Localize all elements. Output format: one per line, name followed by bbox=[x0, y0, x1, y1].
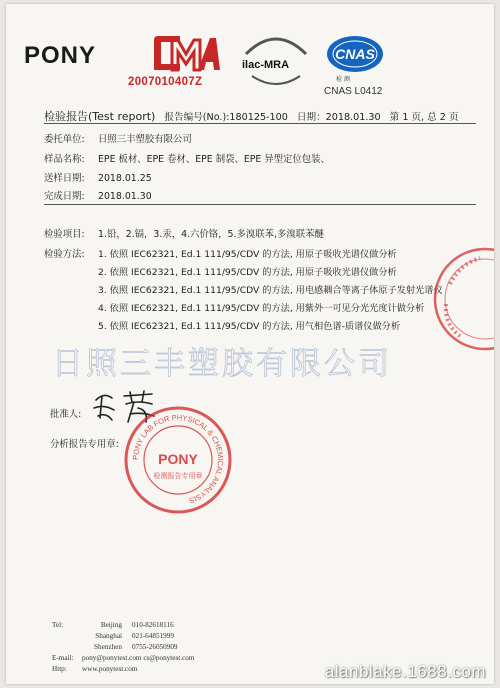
test-items-value: 1.铅，2.镉，3.汞，4.六价铬，5.多溴联苯,多溴联苯醚 bbox=[98, 229, 324, 240]
report-title: 检验报告(Test report) bbox=[44, 110, 156, 123]
completed-date-value: 2018.01.30 bbox=[98, 191, 152, 202]
contact-row bbox=[52, 665, 137, 673]
sample-value: EPE 板材、EPE 卷材、EPE 制袋、EPE 异型定位包装、 bbox=[98, 154, 330, 165]
contact-row bbox=[52, 632, 174, 640]
contact-label: Tel: bbox=[52, 621, 64, 629]
method-item: 3. 依照 IEC62321, Ed.1 111/95/CDV 的方法, 用电感耦合等离子体原子发射光谱仪 bbox=[98, 285, 443, 296]
report-page-count: 第 1 页, 总 2 页 bbox=[389, 112, 459, 123]
cma-logo-icon bbox=[150, 32, 222, 74]
ilac-mra-label: ilac-MRA bbox=[242, 59, 290, 71]
contact-label: Http: bbox=[52, 665, 67, 673]
seal-label: 分析报告专用章: bbox=[50, 439, 119, 450]
sample-field bbox=[44, 151, 330, 165]
contact-row bbox=[52, 643, 178, 651]
pony-logo: PONY bbox=[24, 42, 97, 69]
report-number: 报告编号(No.):180125-100 bbox=[164, 112, 288, 123]
contact-city: Shanghai bbox=[95, 632, 122, 640]
edge-seal-icon bbox=[430, 244, 494, 354]
seal-bottom-text: 检测报告专用章 bbox=[153, 472, 203, 480]
method-item: 2. 依照 IEC62321, Ed.1 111/95/CDV 的方法, 用原子吸收光谱仪做分析 bbox=[98, 267, 397, 278]
test-items-label: 检验项目: bbox=[44, 229, 85, 240]
ilac-mra-logo-icon bbox=[240, 30, 312, 86]
client-value: 日照三丰塑胶有限公司 bbox=[98, 134, 192, 145]
contact-value: 010-82618116 bbox=[132, 621, 174, 629]
cnas-number: CNAS L0412 bbox=[324, 86, 383, 97]
contact-city: Beijing bbox=[100, 621, 122, 629]
header-divider bbox=[44, 123, 476, 124]
completed-date-field bbox=[44, 188, 152, 202]
client-field bbox=[44, 131, 192, 145]
contact-value: 021-64851999 bbox=[132, 632, 174, 640]
seal-brand: PONY bbox=[158, 451, 198, 467]
contact-city: Shenzhen bbox=[94, 643, 122, 651]
contact-label: E-mail: bbox=[52, 654, 74, 662]
cma-cert-number: 2007010407Z bbox=[128, 76, 203, 88]
company-watermark: 日照三丰塑胶有限公司 bbox=[52, 346, 392, 382]
analysis-seal-icon bbox=[122, 404, 234, 516]
approver-label: 批准人: bbox=[50, 409, 82, 420]
received-date-label: 送样日期: bbox=[44, 173, 85, 184]
cnas-subtitle: 检 测 bbox=[336, 76, 350, 83]
shop-watermark-url: alanblake.1688.com bbox=[324, 662, 486, 681]
received-date-value: 2018.01.25 bbox=[98, 173, 152, 184]
method-item: 4. 依照 IEC62321, Ed.1 111/95/CDV 的方法, 用紫外一可见分光光度计做分析 bbox=[98, 303, 425, 314]
report-date: 日期：2018.01.30 bbox=[296, 112, 381, 123]
method-item: 5. 依照 IEC62321, Ed.1 111/95/CDV 的方法, 用气相色谱-质谱仪做分析 bbox=[98, 321, 401, 332]
completed-date-label: 完成日期: bbox=[44, 191, 85, 202]
fields-divider bbox=[44, 204, 476, 205]
client-label: 委托单位: bbox=[44, 134, 85, 145]
contact-website-link[interactable]: www.ponytest.com bbox=[82, 665, 138, 673]
cnas-logo-icon bbox=[324, 32, 386, 80]
received-date-field bbox=[44, 170, 152, 184]
sample-label: 样品名称: bbox=[44, 154, 85, 165]
contact-row bbox=[52, 621, 174, 629]
contact-row bbox=[52, 654, 194, 662]
report-header bbox=[44, 108, 484, 124]
contact-email-value[interactable]: pony@ponytest.com cs@ponytest.com bbox=[82, 654, 195, 662]
report-page bbox=[6, 4, 494, 684]
seal-ring-text: PONY LAB FOR PHYSICAL & CHEMICAL ANALYSIS bbox=[130, 412, 226, 506]
cnas-logo-text: CNAS bbox=[335, 46, 375, 62]
test-methods-label: 检验方法: bbox=[44, 249, 85, 260]
test-items-field bbox=[44, 226, 324, 240]
contact-value: 0755-26050909 bbox=[132, 643, 178, 651]
method-item: 1. 依照 IEC62321, Ed.1 111/95/CDV 的方法, 用原子吸收光谱仪做分析 bbox=[98, 249, 397, 260]
